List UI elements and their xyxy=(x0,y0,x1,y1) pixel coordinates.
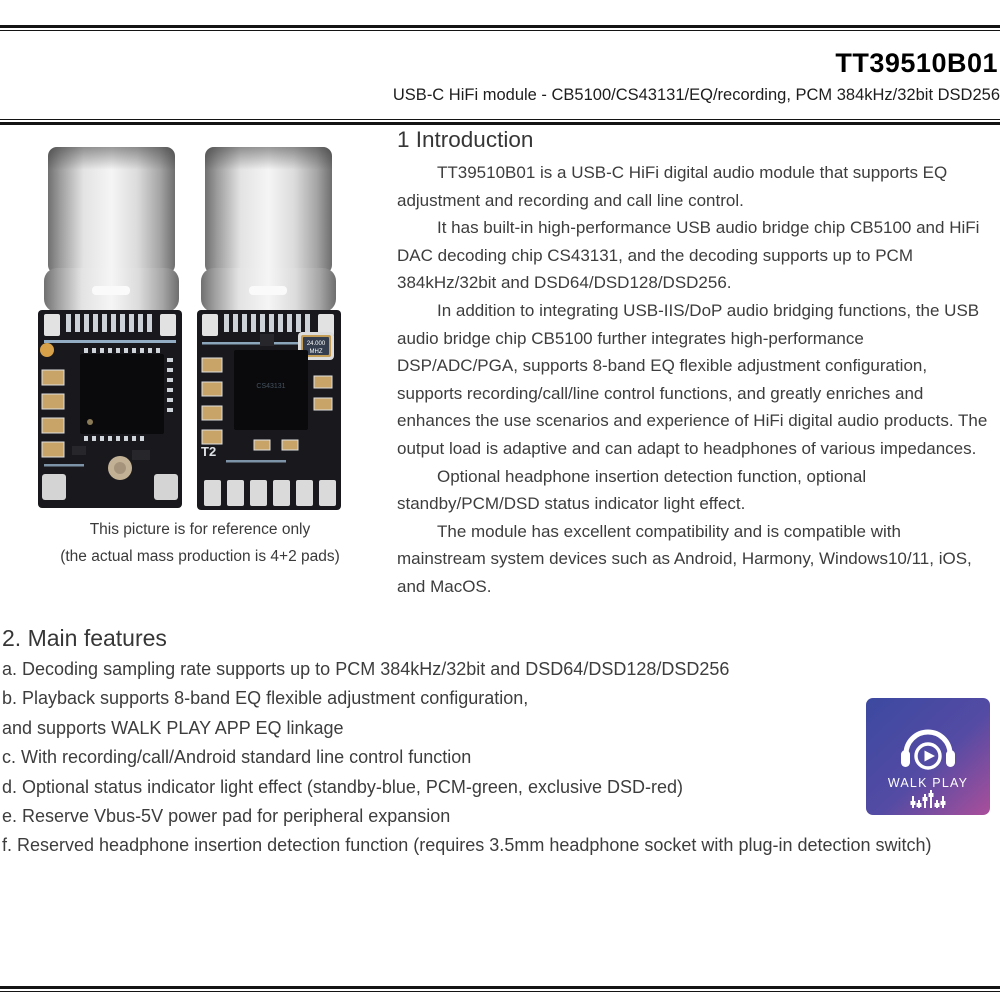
introduction-paragraph: In addition to integrating USB-IIS/DoP audio bridging functions, the USB audio bridge chip CB5100 further integrates high-performance DSP/ADC/PGA, supports 8-band EQ flexible adjustment configuration, supports recording/call/line control functions, and greatly enriches and enhances the use scenarios and experience of HiFi digital audio products. The output load is adaptive and can adapt to headphones of various impedances. xyxy=(397,300,988,458)
usb-c-module-front-image xyxy=(36,144,184,516)
crystal-marking-line2: MHZ xyxy=(309,349,323,355)
main-features-list xyxy=(2,655,948,861)
dac-chip-marking: CS43131 xyxy=(256,383,286,390)
feature-item: and supports WALK PLAY APP EQ linkage xyxy=(2,717,344,738)
pcb-back xyxy=(197,310,341,510)
page-title: TT39510B01 xyxy=(835,48,998,78)
crystal-marking-line1: 24.000 xyxy=(306,341,326,347)
top-rule xyxy=(0,25,1000,31)
usb-c-module-back-image xyxy=(196,144,344,516)
usb-plug xyxy=(44,147,179,312)
main-features-heading: 2. Main features xyxy=(2,625,167,651)
figure-caption xyxy=(30,516,370,570)
gold-test-point xyxy=(40,343,54,357)
logo-brand-text: WALK PLAY xyxy=(887,776,969,790)
introduction-section xyxy=(397,127,988,601)
feature-item: d. Optional status indicator light effect (standby-blue, PCM-green, exclusive DSD-red) xyxy=(2,776,683,797)
pcb-front xyxy=(38,310,182,508)
page-subtitle: USB-C HiFi module - CB5100/CS43131/EQ/recording, PCM 384kHz/32bit DSD256 xyxy=(392,86,1000,104)
introduction-paragraphs xyxy=(397,159,988,601)
feature-item: a. Decoding sampling rate supports up to PCM 384kHz/32bit and DSD64/DSD128/DSD256 xyxy=(2,659,730,679)
dac-chip xyxy=(234,350,308,430)
bottom-rule xyxy=(0,986,1000,992)
usb-plug xyxy=(201,147,336,312)
figure-caption-line1: This picture is for reference only xyxy=(89,521,311,538)
introduction-heading: 1 Introduction xyxy=(397,127,534,152)
feature-item: b. Playback supports 8-band EQ flexible adjustment configuration, xyxy=(2,688,529,709)
feature-item: c. With recording/call/Android standard line control function xyxy=(2,747,472,768)
introduction-paragraph: The module has excellent compatibility and is compatible with mainstream system devices such as Android, Harmony, Windows10/11, iOS, and MacOS. xyxy=(397,521,972,596)
introduction-paragraph: TT39510B01 is a USB-C HiFi digital audio module that supports EQ adjustment and recording and call line control. xyxy=(397,163,948,210)
walk-play-logo xyxy=(866,698,990,815)
feature-item: e. Reserve Vbus-5V power pad for peripheral expansion xyxy=(2,806,451,827)
introduction-paragraph: Optional headphone insertion detection function, optional standby/PCM/DSD status indicator light effect. xyxy=(397,466,867,514)
feature-item: f. Reserved headphone insertion detection function (requires 3.5mm headphone socket with plug-in detection switch) xyxy=(2,835,932,856)
figure-caption-line2: (the actual mass production is 4+2 pads) xyxy=(60,548,340,565)
main-features-section xyxy=(2,625,948,861)
silkscreen-label: T2 xyxy=(201,444,217,459)
introduction-paragraph: It has built-in high-performance USB audio bridge chip CB5100 and HiFi DAC decoding chip CS43131, and the decoding supports up to PCM 384kHz/32bit and DSD64/DSD128/DSD256. xyxy=(397,218,980,293)
header-rule xyxy=(0,119,1000,125)
